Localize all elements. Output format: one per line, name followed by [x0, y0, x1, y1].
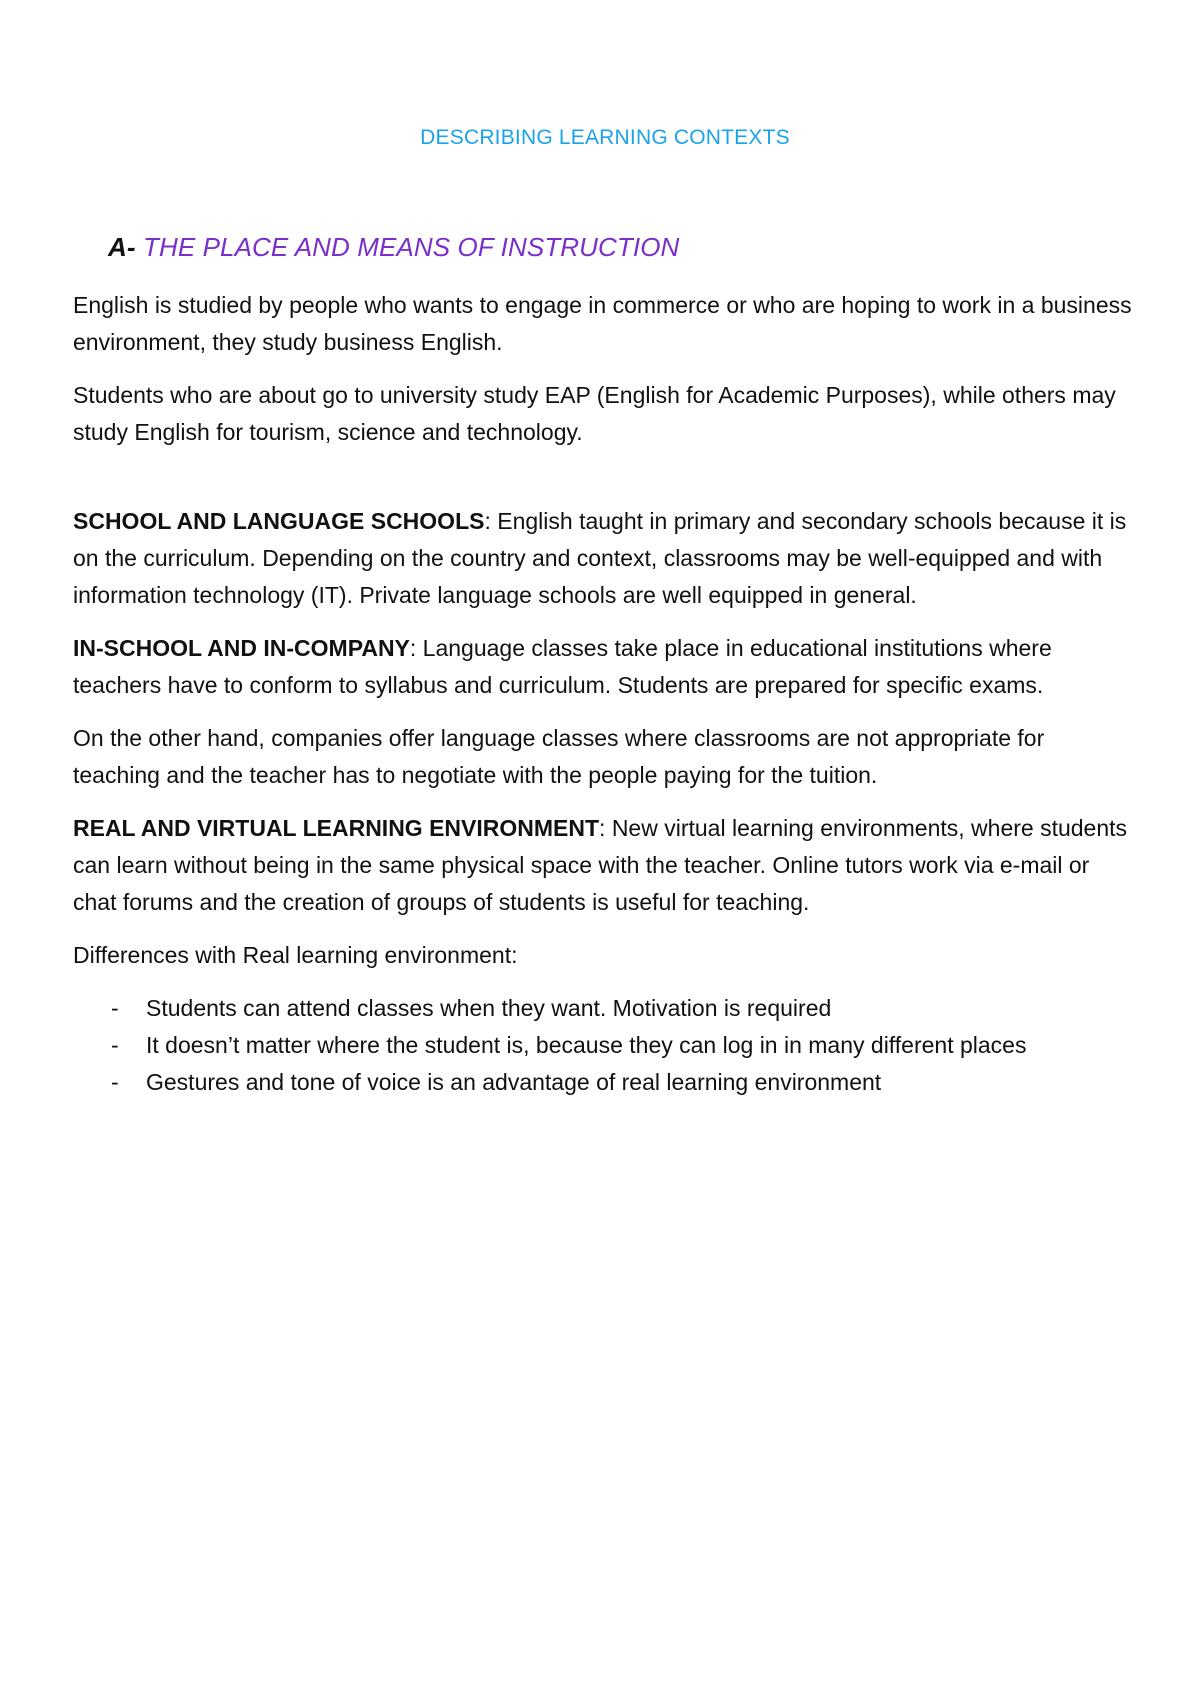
differences-intro: Differences with Real learning environment: [73, 942, 518, 968]
school-text: : English taught in primary and secondary schools because it is on the curriculum. Depending on the country and context, classrooms may be well-equipped and with information technology (IT). Private language schools are well equipped in general. [73, 508, 1127, 608]
dash-marker: - [111, 1069, 119, 1095]
virtual-term: REAL AND VIRTUAL LEARNING ENVIRONMENT [73, 815, 600, 841]
list-item-text: It doesn’t matter where the student is, because they can log in in many different places [146, 1032, 1027, 1058]
intro-paragraph-2: Students who are about go to university study EAP (English for Academic Purposes), while others may study English for tourism, science and technology. [73, 382, 1116, 445]
list-item-text: Students can attend classes when they want. Motivation is required [146, 995, 832, 1021]
virtual-text: : New virtual learning environments, where students can learn without being in the same physical space with the teacher. Online tutors work via e-mail or chat forums and the creation of groups of students is useful for teaching. [73, 815, 1128, 915]
intro-paragraph-1: English is studied by people who wants to engage in commerce or who are hoping to work in a business environment, they study business English. [73, 292, 1132, 355]
dash-marker: - [111, 995, 119, 1021]
list-item [73, 990, 1133, 1027]
section-letter: A- [108, 232, 136, 262]
school-term: SCHOOL AND LANGUAGE SCHOOLS [73, 508, 485, 534]
list-item [73, 1064, 1133, 1101]
inschool-text: : Language classes take place in educational institutions where teachers have to conform to syllabus and curriculum. Students are prepared for specific exams. [73, 635, 1052, 698]
inschool-term: IN-SCHOOL AND IN-COMPANY [73, 635, 410, 661]
list-item-text: Gestures and tone of voice is an advantage of real learning environment [146, 1069, 882, 1095]
company-paragraph: On the other hand, companies offer language classes where classrooms are not appropriate for teaching and the teacher has to negotiate with the people paying for the tuition. [73, 725, 1045, 788]
differences-list [73, 990, 1133, 1101]
document-title: DESCRIBING LEARNING CONTEXTS [420, 126, 790, 149]
document-body [73, 287, 1133, 1101]
dash-marker: - [111, 1032, 119, 1058]
section-heading [108, 232, 679, 263]
school-paragraph [73, 503, 1133, 614]
virtual-paragraph [73, 810, 1133, 921]
section-heading-text: THE PLACE AND MEANS OF INSTRUCTION [142, 232, 680, 262]
inschool-paragraph [73, 630, 1133, 704]
list-item [73, 1027, 1133, 1064]
